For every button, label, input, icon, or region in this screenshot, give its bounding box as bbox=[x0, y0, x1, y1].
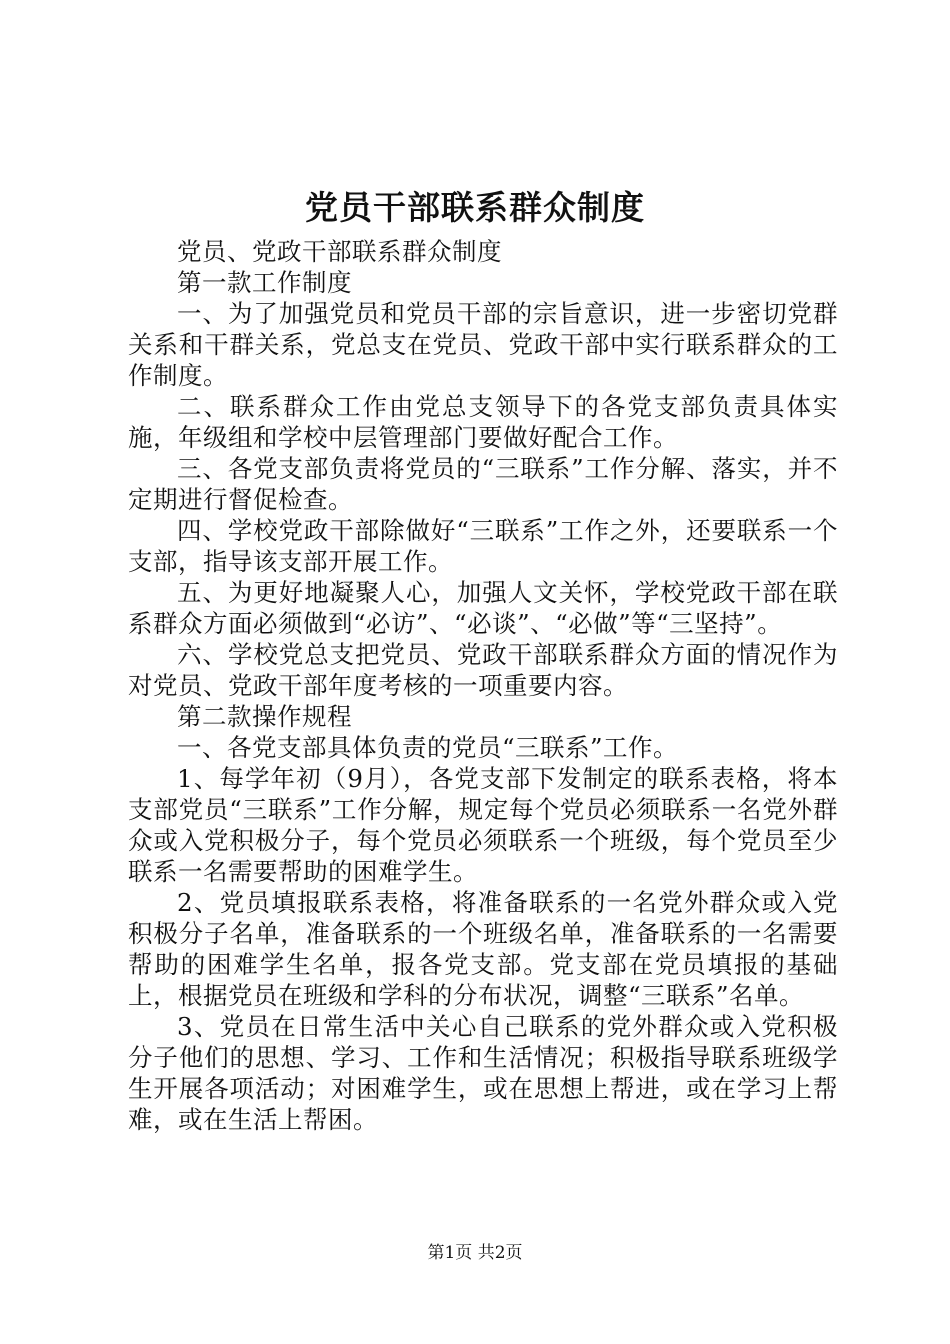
section-heading-1: 第一款工作制度 bbox=[177, 268, 352, 297]
paragraph: 3、党员在日常生活中关心自己联系的党外群众或入党积极分子他们的思想、学习、工作和生活情况；积极指导联系班级学生开展各项活动；对困难学生，或在思想上帮进，或在学习上帮难，或在生活上帮困。 bbox=[128, 1012, 838, 1134]
paragraph: 四、学校党政干部除做好“三联系”工作之外，还要联系一个支部，指导该支部开展工作。 bbox=[128, 516, 838, 576]
paragraph: 一、各党支部具体负责的党员“三联系”工作。 bbox=[177, 733, 679, 762]
paragraph: 六、学校党总支把党员、党政干部联系群众方面的情况作为对党员、党政干部年度考核的一项重要内容。 bbox=[128, 640, 838, 700]
paragraph: 1、每学年初（9月），各党支部下发制定的联系表格，将本支部党员“三联系”工作分解，规定每个党员必须联系一名党外群众或入党积极分子，每个党员必须联系一个班级，每个党员至少联系一名需要帮助的困难学生。 bbox=[128, 764, 838, 886]
paragraph-subtitle: 党员、党政干部联系群众制度 bbox=[177, 237, 502, 266]
paragraph: 2、党员填报联系表格，将准备联系的一名党外群众或入党积极分子名单，准备联系的一个班级名单，准备联系的一名需要帮助的困难学生名单，报各党支部。党支部在党员填报的基础上，根据党员在班级和学科的分布状况，调整“三联系”名单。 bbox=[128, 888, 838, 1010]
document-title: 党员干部联系群众制度 bbox=[305, 188, 645, 227]
section-heading-2: 第二款操作规程 bbox=[177, 702, 352, 731]
paragraph: 二、联系群众工作由党总支领导下的各党支部负责具体实施，年级组和学校中层管理部门要做好配合工作。 bbox=[128, 392, 838, 452]
page-number-footer: 第1页 共2页 bbox=[427, 1243, 523, 1263]
paragraph: 一、为了加强党员和党员干部的宗旨意识，进一步密切党群关系和干群关系，党总支在党员、党政干部中实行联系群众的工作制度。 bbox=[128, 299, 838, 390]
document-body bbox=[128, 236, 838, 1135]
paragraph: 五、为更好地凝聚人心，加强人文关怀，学校党政干部在联系群众方面必须做到“必访”、“必谈”、“必做”等“三坚持”。 bbox=[128, 578, 838, 638]
paragraph: 三、各党支部负责将党员的“三联系”工作分解、落实，并不定期进行督促检查。 bbox=[128, 454, 838, 514]
